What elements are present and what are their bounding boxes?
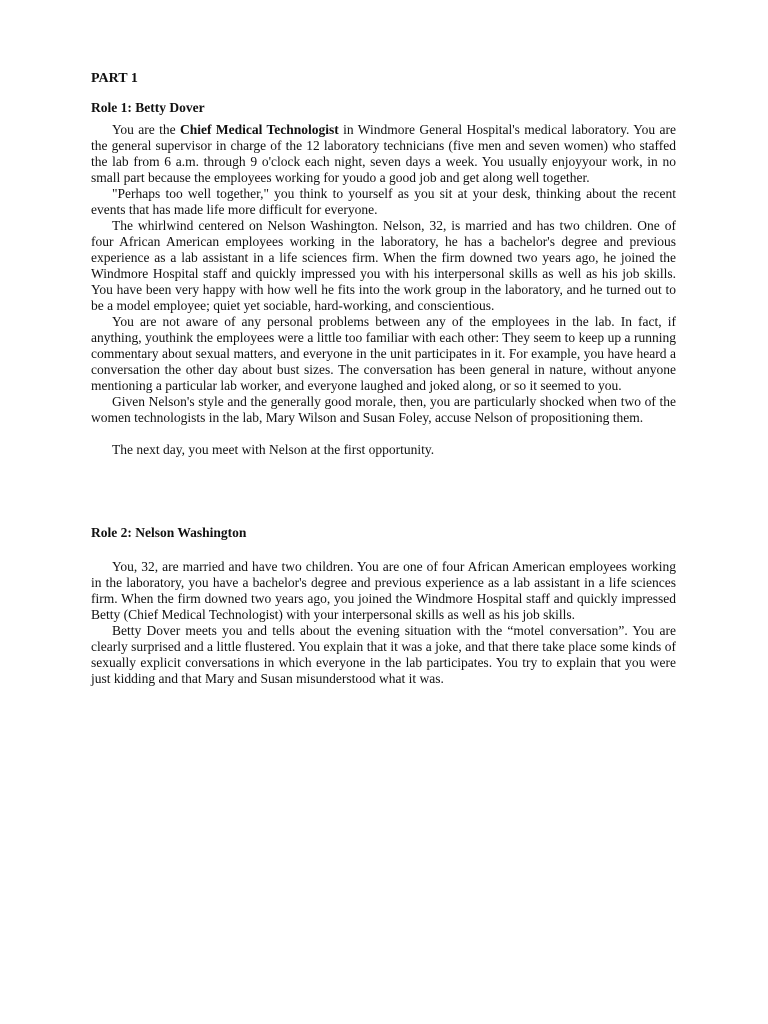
role-1-paragraph-4: You are not aware of any personal problems between any of the employees in the lab. In fact, if anything, youthink the employees were a little too familiar with each other: They seem to keep up a running commentary about sexual matters, and everyone in the unit participates in it. For example, you have heard a conversation the other day about bust sizes. The conversation has been general in nature, without anyone mentioning a particular lab worker, and everyone laughed and joked along, or so it seemed to you. (91, 314, 676, 393)
section-spacer (91, 458, 676, 524)
chief-medical-technologist-emphasis: Chief Medical Technologist (180, 122, 339, 137)
role-2-paragraph-1: You, 32, are married and have two children. You are one of four African American employees working in the laboratory, you have a bachelor's degree and previous experience as a lab assistant in a life sciences firm. When the firm downed two years ago, you joined the Windmore Hospital staff and quickly impressed Betty (Chief Medical Technologist) with your interpersonal skills as well as his job skills. (91, 559, 676, 622)
spacer (91, 547, 676, 559)
part-heading: PART 1 (91, 71, 138, 86)
role-1-paragraph-2: "Perhaps too well together," you think to yourself as you sit at your desk, thinking about the recent events that has made life more difficult for everyone. (91, 186, 676, 217)
spacer (91, 426, 676, 442)
role-1-paragraph-3: The whirlwind centered on Nelson Washington. Nelson, 32, is married and has two children. One of four African American employees working in the laboratory, he has a bachelor's degree and previous experience as a lab assistant in a life sciences firm. When the firm downed two years ago, he joined the Windmore Hospital staff and quickly impressed you with his interpersonal skills as well as his job skills. You have been very happy with how well he fits into the work group in the laboratory, and he turned out to be a model employee; quiet yet sociable, hard-working, and conscientious. (91, 218, 676, 313)
role-2-section (91, 524, 676, 687)
role-1-paragraph-1-rest: in Windmore General Hospital's medical laboratory. You are the general supervisor in charge of the 12 laboratory technicians (five men and seven women) who staffed the lab from 6 a.m. through 9 o'clock each night, seven days a week. You usually enjoyyour work, in no small part because the employees working for youdo a good job and get along well together. (91, 122, 676, 185)
role-1-paragraph-6: The next day, you meet with Nelson at the first opportunity. (112, 442, 435, 457)
role-1-heading: Role 1: Betty Dover (91, 100, 205, 115)
role-2-paragraph-2: Betty Dover meets you and tells about the evening situation with the “motel conversation”. You are clearly surprised and a little flustered. You explain that it was a joke, and that there take place some kinds of sexually explicit conversations in which everyone in the lab participates. You try to explain that you were just kidding and that Mary and Susan misunderstood what it was. (91, 623, 676, 686)
role-1-paragraph-1-lead: You are the (112, 122, 181, 137)
role-1-paragraph-5: Given Nelson's style and the generally good morale, then, you are particularly shocked when two of the women technologists in the lab, Mary Wilson and Susan Foley, accuse Nelson of propositioning them. (91, 394, 676, 425)
role-1-paragraph-1 (91, 122, 676, 186)
role-2-heading: Role 2: Nelson Washington (91, 525, 247, 540)
role-1-section (91, 99, 676, 458)
document-body (91, 70, 676, 687)
